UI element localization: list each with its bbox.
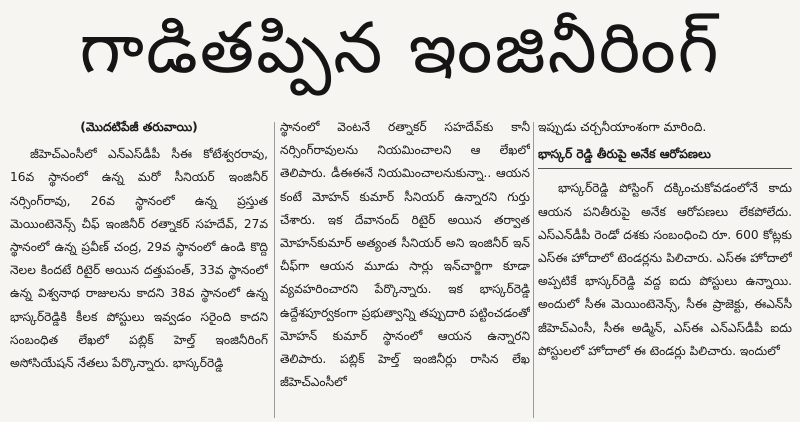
column-3-paragraph-1: ఇప్పుడు చర్చనీయాంశంగా మారింది. bbox=[538, 120, 707, 134]
column-3-paragraph-2: భాస్కర్‌రెడ్డి పోస్టింగ్ దక్కించుకోవడంలోనే కాదు ఆయన పనితీరుపై అనేక ఆరోపణలు లేకపోలేదు. ఎస్‌ఎన్‌డీపీ రెండో దశకు సంబంధించి రూ. 600 కోట్లకు ఎస్ఈ హోదాలో టెండర్లను పిలిచారు. ఎస్ఈ హోదాలో అప్పటికే భాస్కర్‌రెడ్డి వద్ద ఐదు పోస్టులు ఉన్నాయి. అందులో సీఈ మెయింటెనెన్స్, సీఈ ప్రాజెక్టు, ఈఎన్‌సీ జీహెచ్‌ఎంసీ, సీఈ అడ్మిన్, ఎస్ఈ ఎన్‌ఎస్‌డీపీ ఐదు పోస్టులలో హోదాలో ఈ టెండర్లు పిలిచారు. ఇందులో bbox=[538, 181, 792, 358]
continued-label: (మొదటిపేజీ తరువాయి) bbox=[80, 120, 198, 134]
column-1-paragraph: జీహెచ్‌ఎంసీలో ఎన్‌ఎస్‌డీపీ సీఈ కోటేశ్వరరావు, 16వ స్థానంలో ఉన్న మరో సీనియర్ ఇంజినీర్ నర్సింగ్‌రావు, 26వ స్థానంలో ఉన్న ప్రస్తుత మెయింటెనెన్స్ చీఫ్ ఇంజినీర్ రత్నాకర్ సహదేవ్, 27వ స్థానంలో ఉన్న ప్రవీణ్ చంద్ర, 29వ స్థానంలో ఉండి కొద్ది నెలల కిందటే రిటైర్ అయిన దత్తుపంత్, 33వ స్థానంలో ఉన్న విశ్వనాథ రాజులను కాదని 38వ స్థానంలో ఉన్న భాస్కర్‌రెడ్డికి కీలక పోస్టులు ఇవ్వడం సరైంది కాదని సంబంధిత లేఖలో పబ్లిక్ హెల్త్ ఇంజినీరింగ్ అసోసియేషన్ నేతలు పేర్కొన్నారు. భాస్కర్‌రెడ్డి bbox=[10, 147, 268, 371]
column-2-paragraph: స్థానంలో వెంటనే రత్నాకర్ సహదేవ్‌కు కానీ నర్సింగ్‌రావులను నియమించాలని ఆ లేఖలో తెలిపారు. డీఈఈనే నియమించాలనుకున్నా.. ఆయన కంటే మోహన్ కుమార్ సీనియర్ ఉన్నారని గుర్తు చేశారు. ఇక దేవానంద్ రిటైర్ అయిన తర్వాత మోహన్‌కుమార్ అత్యంత సీనియర్ అని ఇంజినీర్ ఇన్ చీఫ్‌గా ఆయన మూడు సార్లు ఇన్‌చార్జిగా కూడా వ్యవహరించారని పేర్కొన్నారు. ఇక భాస్కర్‌రెడ్డి ఉద్దేశపూర్వకంగా ప్రభుత్వాన్ని తప్పుదారి పట్టించడంతో మోహన్ కుమార్ స్థానంలో ఆయన ఉన్నారని తెలిపారు. పబ్లిక్ హెల్త్ ఇంజినీర్లు రాసిన లేఖ జీహెచ్‌ఎంసీలో bbox=[280, 120, 530, 390]
headline: గాడితప్పిన ఇంజినీరింగ్ bbox=[79, 6, 721, 89]
article-column-1 bbox=[10, 116, 268, 422]
column-divider bbox=[274, 122, 275, 418]
article-column-3 bbox=[538, 116, 792, 422]
subheading: భాస్కర్ రెడ్డి తీరుపై అనేక ఆరోపణలు bbox=[538, 143, 792, 169]
column-divider bbox=[533, 122, 534, 418]
article-column-2 bbox=[280, 116, 530, 422]
